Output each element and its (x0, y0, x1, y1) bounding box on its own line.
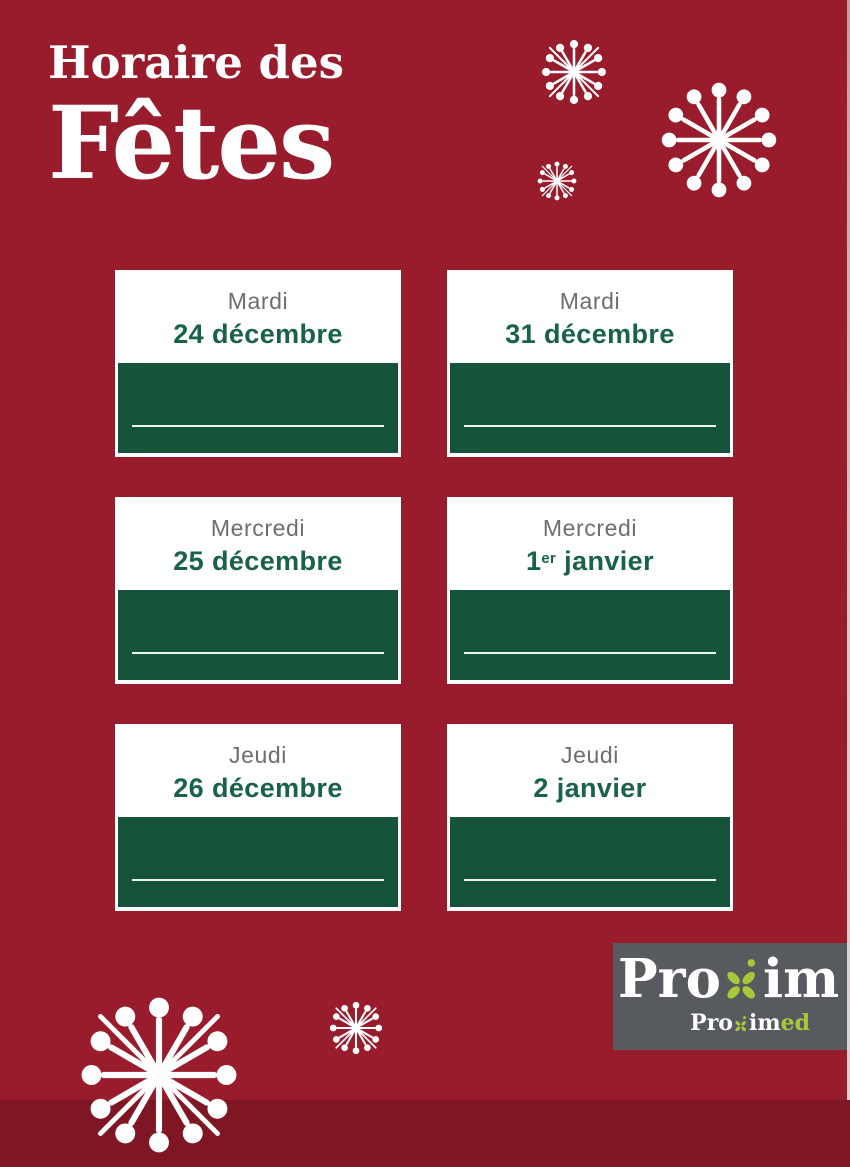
card-day-label: Mercredi (542, 515, 638, 541)
card-day-label: Mardi (559, 288, 621, 314)
schedule-card-dec31 (447, 270, 733, 457)
hours-fill-in-line (132, 425, 384, 427)
hours-area (118, 590, 398, 680)
hours-area (450, 363, 730, 453)
snowflake-icon (536, 34, 612, 110)
snowflake-icon (67, 983, 251, 1167)
card-date-label (173, 318, 343, 350)
schedule-card-jan2 (447, 724, 733, 911)
logo-text-im: im (762, 948, 840, 1010)
date-text: 2 janvier (533, 772, 647, 803)
page-title (48, 34, 344, 202)
hours-fill-in-line (132, 879, 384, 881)
sublogo-text-im: im (748, 1010, 781, 1036)
date-text: 26 décembre (173, 772, 343, 803)
hours-area (450, 817, 730, 907)
schedule-cards-grid (115, 270, 733, 911)
card-date-label (533, 772, 646, 804)
card-day-label: Mardi (227, 288, 289, 314)
card-header (447, 724, 733, 817)
date-superscript: er (541, 550, 557, 567)
card-header (447, 270, 733, 363)
hours-area (118, 363, 398, 453)
schedule-card-dec26 (115, 724, 401, 911)
sublogo-text-pro: Pro (690, 1010, 733, 1036)
hours-area (450, 590, 730, 680)
card-date-label (505, 318, 675, 350)
card-date-label (526, 545, 654, 577)
card-date-label (173, 545, 343, 577)
sublogo-text-ed: ed (780, 1010, 810, 1036)
title-line-2: Fêtes (48, 83, 334, 202)
card-header (115, 724, 401, 817)
hours-area (118, 817, 398, 907)
proxim-x-flower-icon (721, 954, 763, 1008)
hours-fill-in-line (464, 425, 716, 427)
date-text: 31 décembre (505, 318, 675, 349)
date-text: 24 décembre (173, 318, 343, 349)
proxim-logo-panel (613, 943, 850, 1050)
proximed-logo (690, 1012, 810, 1035)
proxim-logo (613, 948, 844, 1010)
card-header (115, 270, 401, 363)
card-header (115, 497, 401, 590)
card-day-label: Jeudi (229, 742, 287, 768)
hours-fill-in-line (464, 652, 716, 654)
card-header (447, 497, 733, 590)
date-text: 25 décembre (173, 545, 343, 576)
schedule-card-dec24 (115, 270, 401, 457)
schedule-card-jan1 (447, 497, 733, 684)
hours-fill-in-line (464, 879, 716, 881)
card-day-label: Jeudi (561, 742, 619, 768)
schedule-card-dec25 (115, 497, 401, 684)
snowflake-icon (534, 158, 580, 204)
card-date-label (173, 772, 343, 804)
hours-fill-in-line (132, 652, 384, 654)
title-line-1: Horaire des (48, 36, 344, 89)
snowflake-icon (325, 997, 387, 1059)
snowflake-icon (651, 72, 787, 208)
date-text: 1 (525, 545, 542, 576)
proxim-x-flower-icon (733, 1014, 749, 1035)
date-text-rest: janvier (556, 545, 655, 576)
card-day-label: Mercredi (210, 515, 306, 541)
logo-text-pro: Pro (617, 948, 721, 1010)
